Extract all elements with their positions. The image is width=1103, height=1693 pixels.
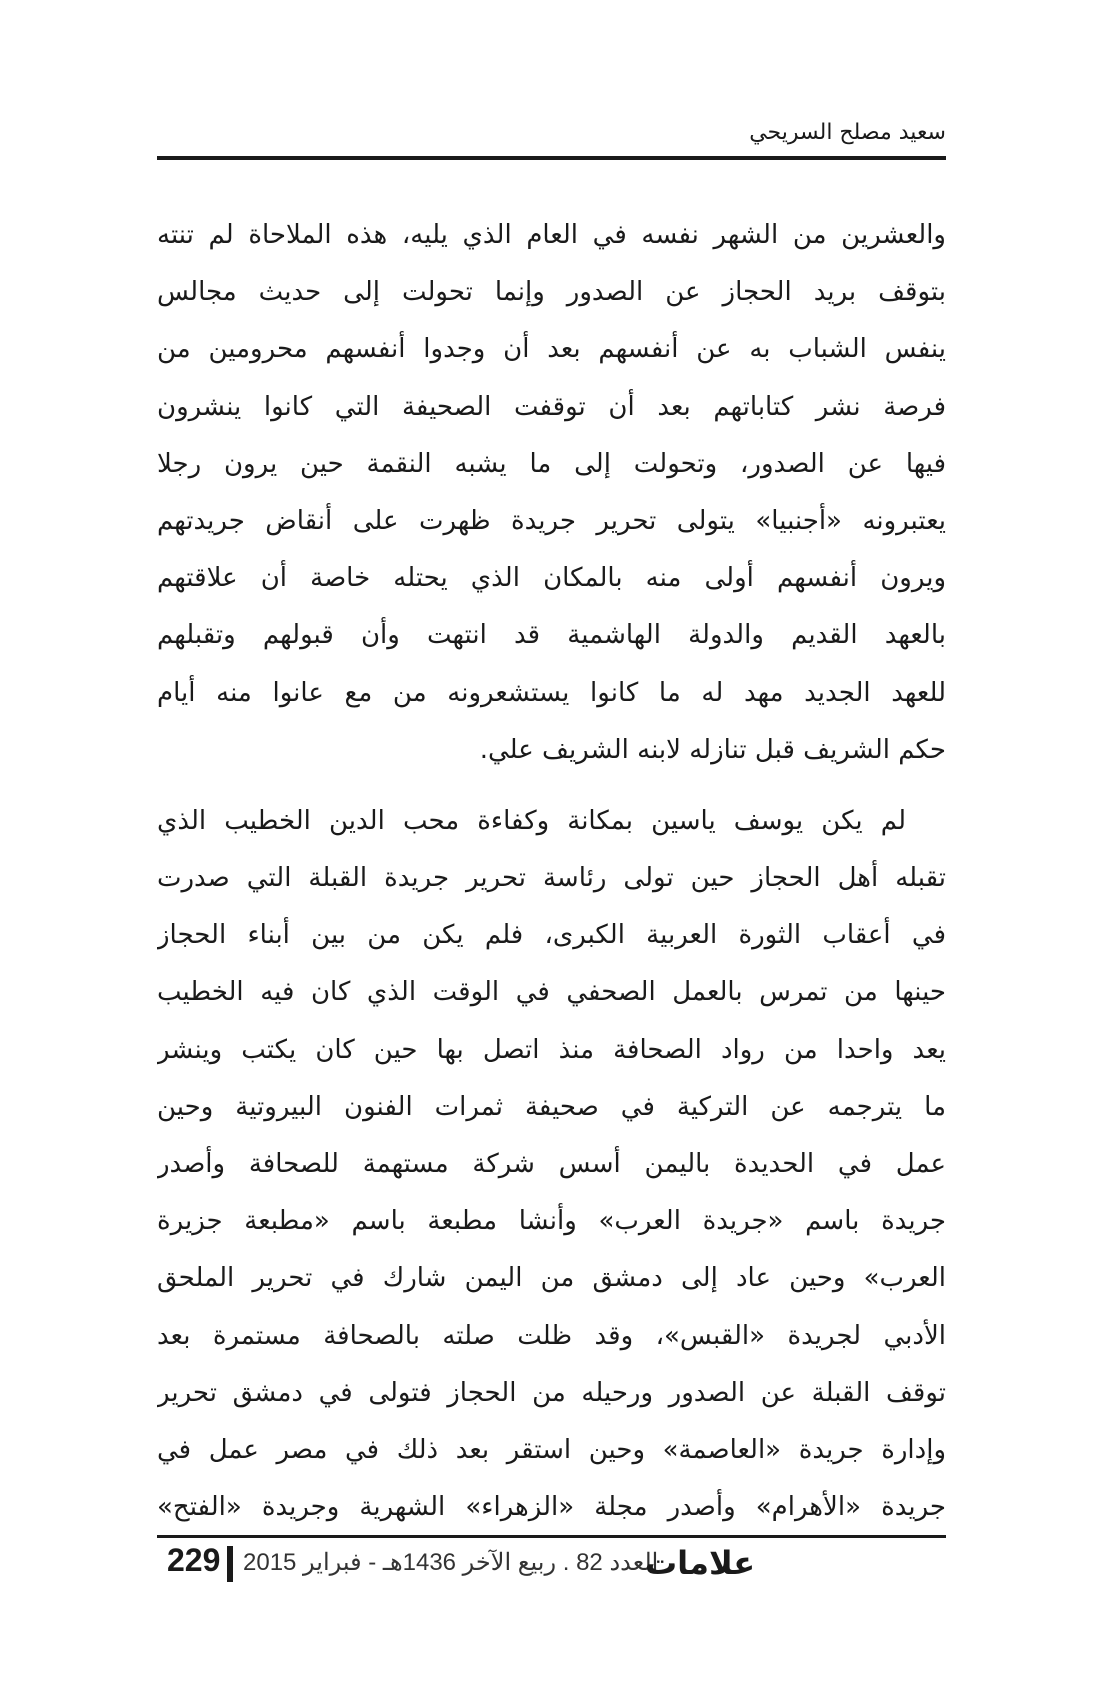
magazine-logo: علامات [645, 1544, 756, 1582]
page-footer [157, 1535, 946, 1585]
text-line: جريدة «الأهرام» وأصدر مجلة «الزهراء» الشهرية وجريدة «الفتح» [157, 1492, 946, 1523]
paragraph-spacing [157, 779, 946, 793]
text-line: تقبله أهل الحجاز حين تولى رئاسة تحرير جريدة القبلة التي صدرت [157, 863, 946, 894]
text-line: حكم الشريف قبل تنازله لابنه الشريف علي. [479, 734, 946, 765]
text-line: والعشرين من الشهر نفسه في العام الذي يليه، هذه الملاحاة لم تنته [157, 220, 946, 250]
text-line: بتوقف بريد الحجاز عن الصدور وإنما تحولت إلى حديث مجالس [157, 277, 946, 308]
page-number: 229 [167, 1542, 221, 1578]
text-line: وإدارة جريدة «العاصمة» وحين استقر بعد ذلك في مصر عمل في [157, 1434, 946, 1465]
text-line: ينفس الشباب به عن أنفسهم بعد أن وجدوا أنفسهم محرومين من [157, 334, 946, 365]
text-line: بالعهد القديم والدولة الهاشمية قد انتهت وأن قبولهم وتقبلهم [157, 620, 946, 651]
paragraph-2 [157, 793, 946, 1536]
paragraph-1 [157, 207, 946, 779]
text-line: فيها عن الصدور، وتحولت إلى ما يشبه النقمة حين يرون رجلا [157, 448, 946, 479]
text-line: جريدة باسم «جريدة العرب» وأنشا مطبعة باسم «مطبعة جزيرة [157, 1206, 946, 1237]
footer-divider [227, 1546, 233, 1582]
text-line: توقف القبلة عن الصدور ورحيله من الحجاز فتولى في دمشق تحرير [157, 1377, 946, 1408]
issue-info: العدد 82 . ربيع الآخر 1436هـ - فبراير 2015 [243, 1549, 659, 1576]
text-line: عمل في الحديدة باليمن أسس شركة مستهمة للصحافة وأصدر [157, 1149, 946, 1179]
text-line: العرب» وحين عاد إلى دمشق من اليمن شارك في تحرير الملحق [157, 1263, 946, 1294]
author-name: سعيد مصلح السريحي [749, 120, 946, 145]
text-line: ويرون أنفسهم أولى منه بالمكان الذي يحتله خاصة أن علاقتهم [157, 563, 946, 594]
text-line: ما يترجمه عن التركية في صحيفة ثمرات الفنون البيروتية وحين [157, 1091, 946, 1122]
text-line: يعد واحدا من رواد الصحافة منذ اتصل بها حين كان يكتب وينشر [157, 1034, 946, 1065]
text-line: لم يكن يوسف ياسين بمكانة وكفاءة محب الدين الخطيب الذي [157, 805, 906, 836]
text-line: يعتبرونه «أجنبيا» يتولى تحرير جريدة ظهرت على أنقاض جريدتهم [157, 505, 946, 536]
text-line: فرصة نشر كتاباتهم بعد أن توقفت الصحيفة التي كانوا ينشرون [157, 391, 946, 422]
text-line: للعهد الجديد مهد له ما كانوا يستشعرونه من مع عانوا منه أيام [157, 677, 946, 708]
running-header [157, 112, 946, 160]
text-line: في أعقاب الثورة العربية الكبرى، فلم يكن من بين أبناء الحجاز [157, 920, 946, 951]
article-body [157, 207, 946, 1523]
text-line: الأدبي لجريدة «القبس»، وقد ظلت صلته بالصحافة مستمرة بعد [157, 1320, 946, 1351]
text-line: حينها من تمرس بالعمل الصحفي في الوقت الذي كان فيه الخطيب [157, 977, 946, 1008]
